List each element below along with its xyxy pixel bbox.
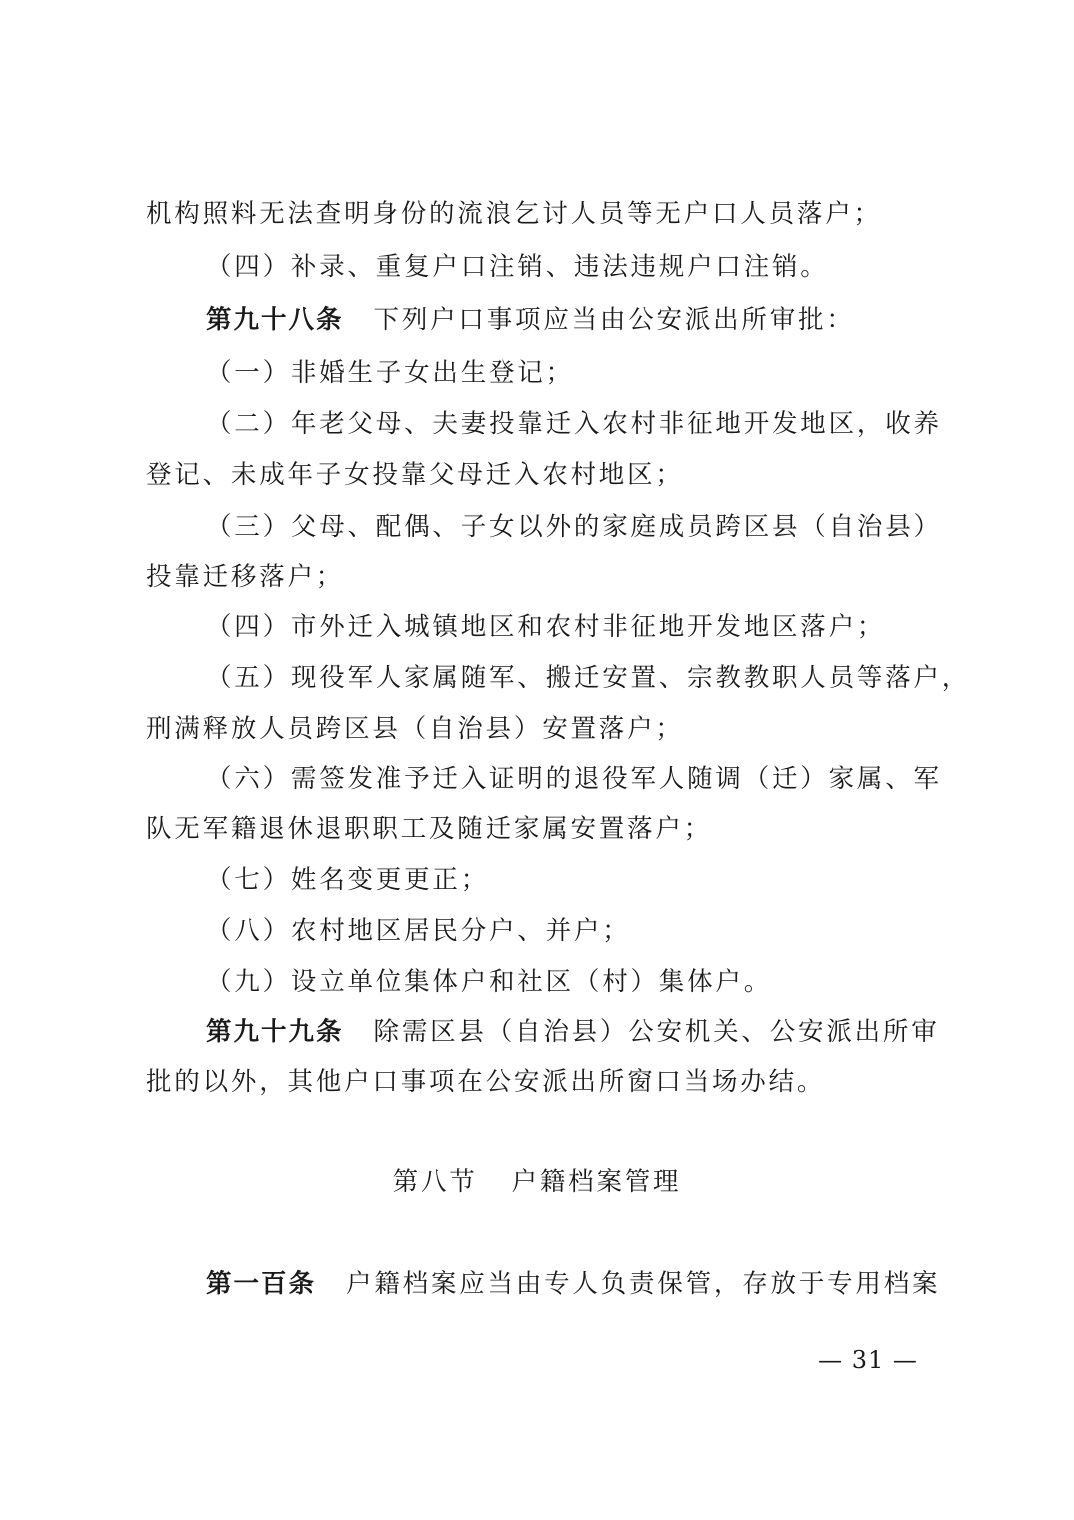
article-100-line (206, 1266, 946, 1302)
text-line-14: （七）姓名变更更正； (206, 865, 490, 895)
text-line-11: 刑满释放人员跨区县（自治县）安置落户； (146, 714, 684, 744)
text-line-5: （二）年老父母、夫妻投靠迁入农村非征地开发地区，收养 (206, 409, 942, 439)
text-line-10: （五）现役军人家属随军、搬迁安置、宗教教职人员等落户， (206, 663, 971, 693)
section-number: 第八节 (392, 1167, 478, 1197)
article-98-text: 下列户口事项应当由公安派出所审批： (373, 305, 855, 335)
text-line-16: （九）设立单位集体户和社区（村）集体户。 (206, 967, 773, 997)
text-line-8: 投靠迁移落户； (146, 562, 345, 592)
text-line-15: （八）农村地区居民分户、并户； (206, 916, 631, 946)
article-99-heading: 第九十九条 (206, 1017, 344, 1047)
text-line-4: （一）非婚生子女出生登记； (206, 358, 574, 388)
text-line-13: 队无军籍退休退职职工及随迁家属安置落户； (146, 814, 713, 844)
section-name: 户籍档案管理 (511, 1167, 682, 1197)
section-title (0, 1164, 1074, 1200)
text-line-9: （四）市外迁入城镇地区和农村非征地开发地区落户； (206, 612, 886, 642)
article-99-line (206, 1014, 946, 1050)
text-line-6: 登记、未成年子女投靠父母迁入农村地区； (146, 460, 684, 490)
article-99-text: 除需区县（自治县）公安机关、公安派出所审 (373, 1017, 940, 1047)
page-number: — 31 — (818, 1346, 918, 1374)
text-line-1: 机构照料无法查明身份的流浪乞讨人员等无户口人员落户； (146, 199, 882, 229)
article-98-line (206, 302, 946, 338)
article-98-heading: 第九十八条 (206, 305, 344, 335)
text-line-12: （六）需签发准予迁入证明的退役军人随调（迁）家属、军 (206, 764, 942, 794)
text-line-7: （三）父母、配偶、子女以外的家庭成员跨区县（自治县） (206, 512, 942, 542)
article-100-heading: 第一百条 (206, 1269, 317, 1299)
article-100-text: 户籍档案应当由专人负责保管，存放于专用档案 (346, 1269, 941, 1299)
text-line-2: （四）补录、重复户口注销、违法违规户口注销。 (206, 252, 829, 282)
text-line-18: 批的以外，其他户口事项在公安派出所窗口当场办结。 (146, 1067, 826, 1097)
